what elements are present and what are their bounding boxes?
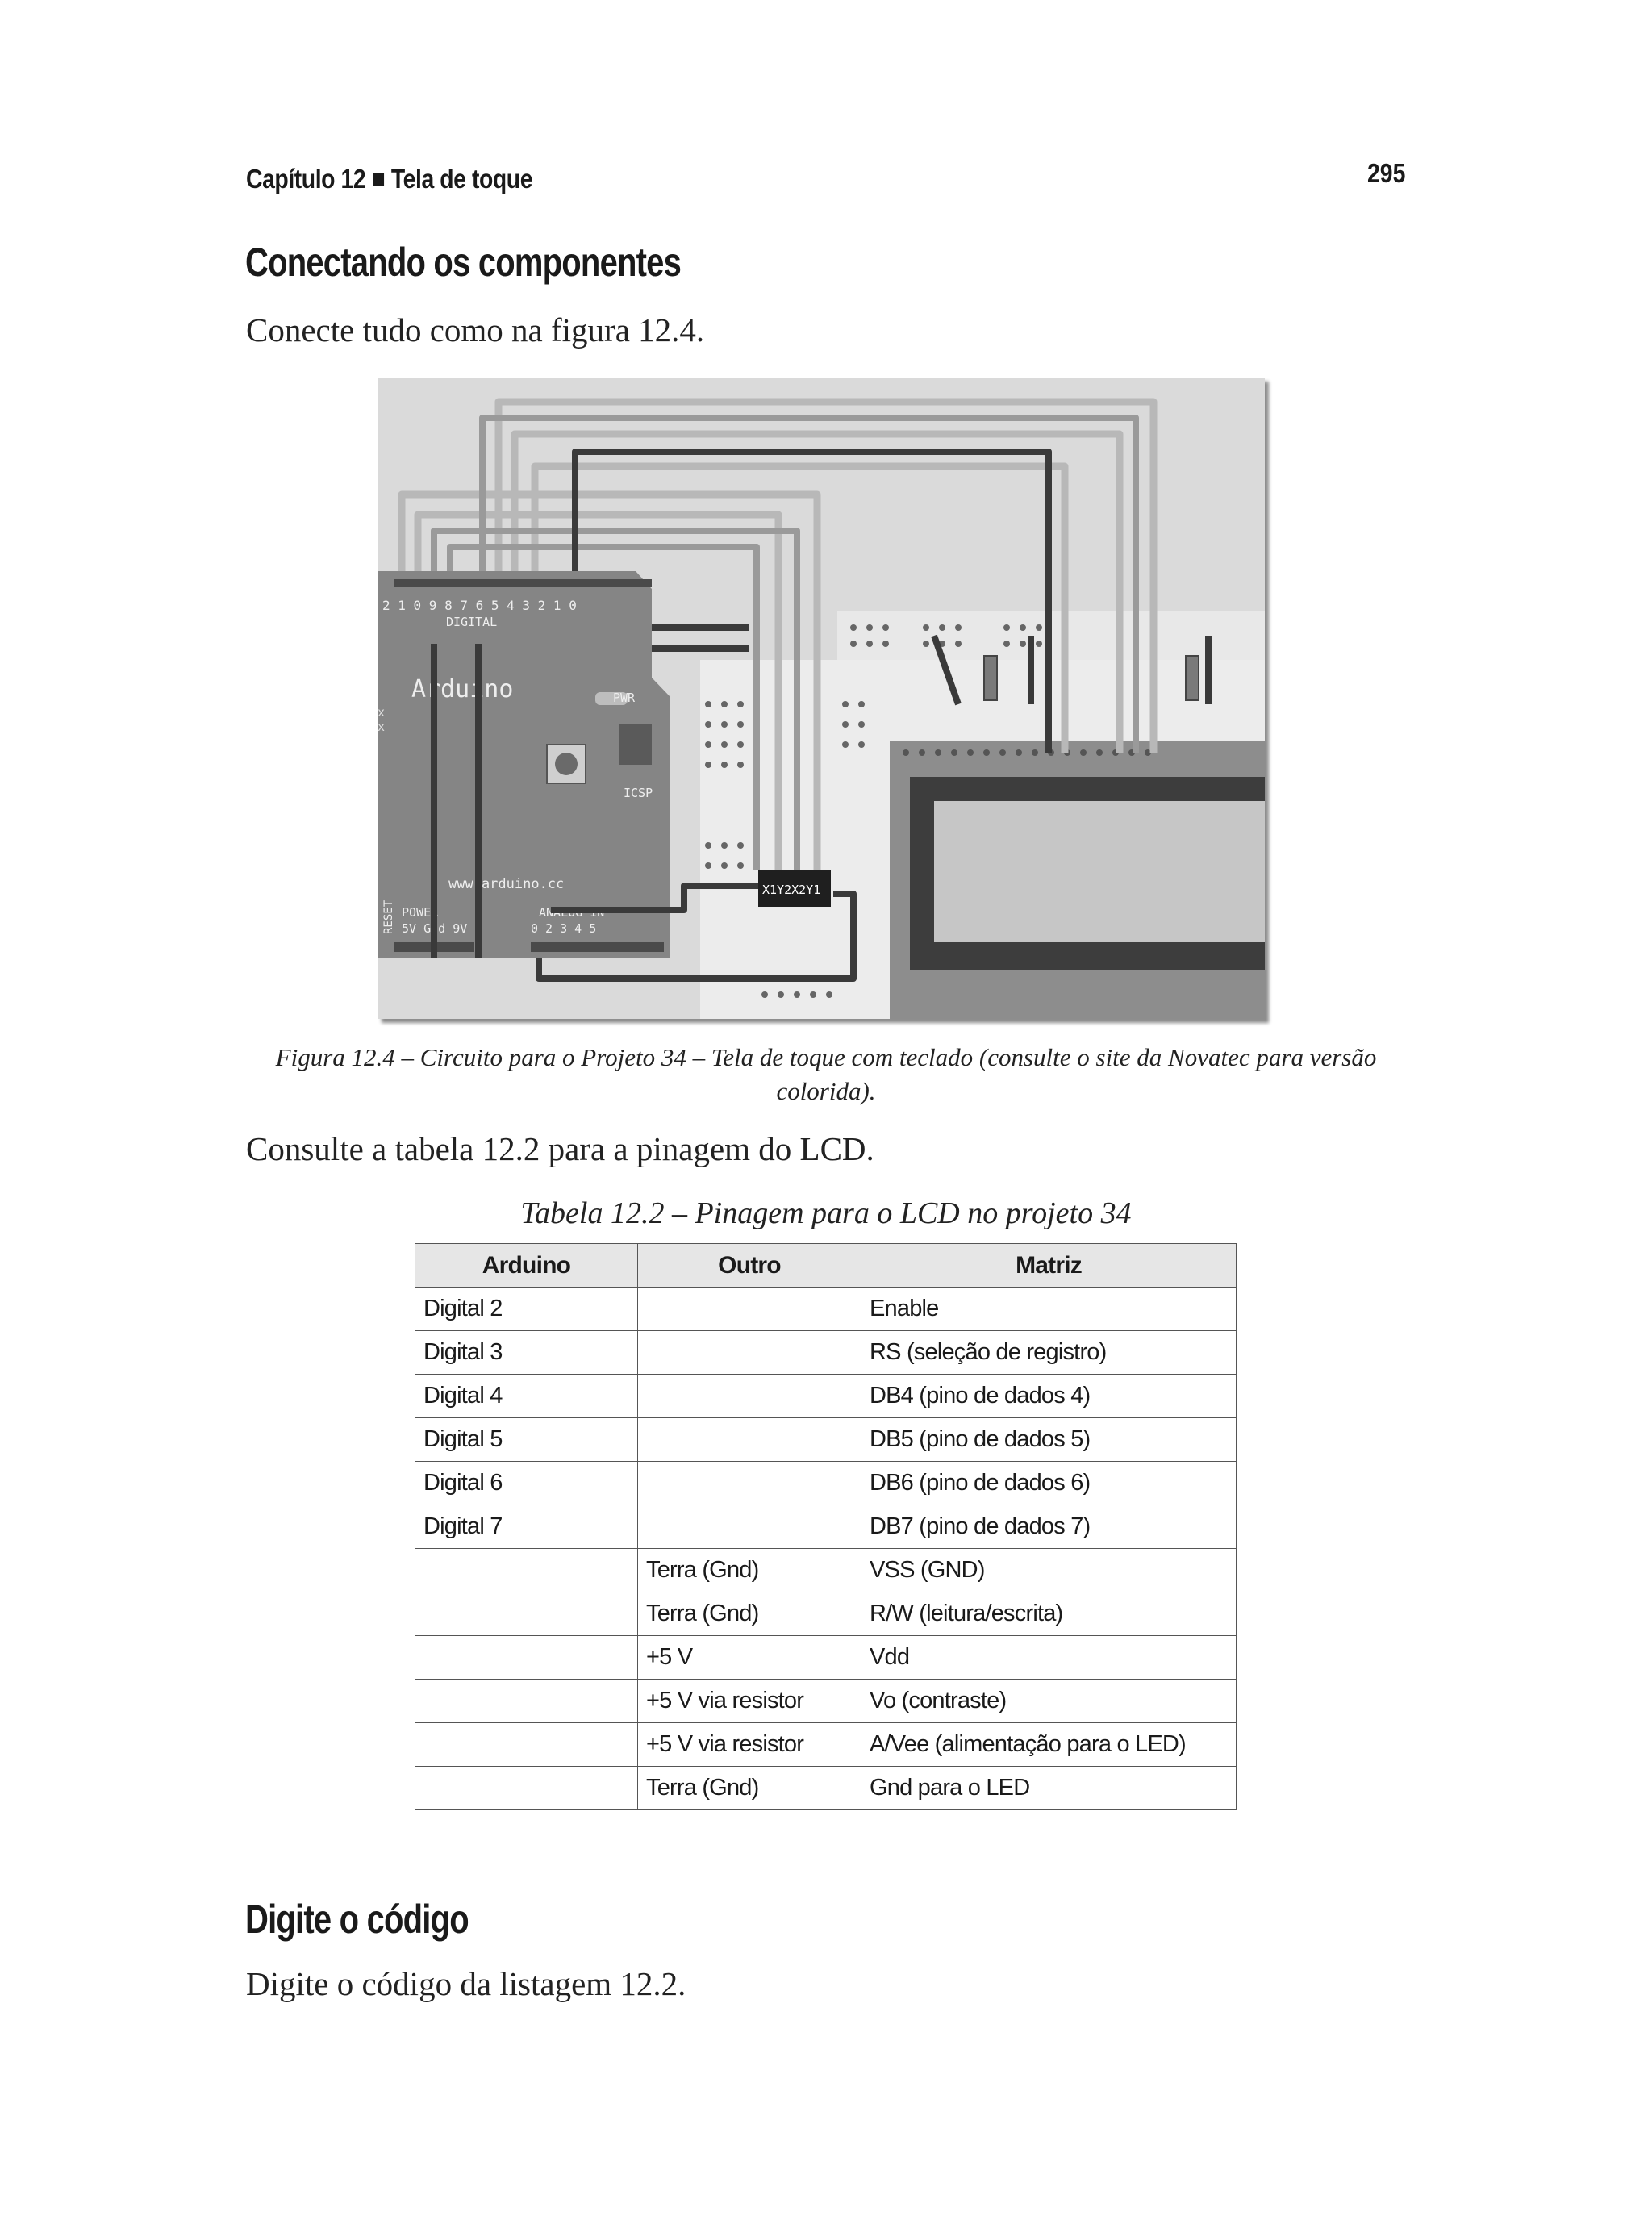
board-pwr-label: PWR <box>613 691 636 705</box>
code-intro-paragraph: Digite o código da listagem 12.2. <box>246 1965 686 2002</box>
column-header: Matriz <box>861 1244 1237 1288</box>
lcd-pinout-table <box>415 1243 1237 1810</box>
table-reference-paragraph: Consulte a tabela 12.2 para a pinagem do LCD. <box>246 1130 874 1167</box>
table-cell: VSS (GND) <box>861 1549 1237 1592</box>
board-power-label: POWER <box>402 905 439 920</box>
table-cell: Digital 6 <box>415 1462 638 1505</box>
table-cell: Digital 2 <box>415 1288 638 1331</box>
table-cell: Digital 7 <box>415 1505 638 1549</box>
chip-label: X1Y2X2Y1 <box>762 883 821 897</box>
table-cell: Vdd <box>861 1636 1237 1680</box>
figure-caption: Figura 12.4 – Circuito para o Projeto 34 – Tela de toque com teclado (consulte o site da Novatec para versão colorida). <box>275 1043 1377 1105</box>
table-cell: R/W (leitura/escrita) <box>861 1592 1237 1636</box>
table-cell: +5 V <box>638 1636 861 1680</box>
table-cell <box>415 1723 638 1767</box>
column-header: Outro <box>638 1244 861 1288</box>
table-cell: Enable <box>861 1288 1237 1331</box>
table-cell: DB6 (pino de dados 6) <box>861 1462 1237 1505</box>
circuit-figure <box>378 378 1265 1019</box>
board-name: Arduino <box>411 675 514 703</box>
table-cell <box>415 1767 638 1810</box>
board-power-pins: 5V Gnd 9V <box>402 921 468 936</box>
running-head: Capítulo 12 ■ Tela de toque <box>246 164 533 194</box>
resistor-1 <box>984 656 997 700</box>
table-cell: Vo (contraste) <box>861 1680 1237 1723</box>
table-cell <box>638 1418 861 1462</box>
table-row <box>415 1723 1237 1767</box>
table-cell: Digital 4 <box>415 1375 638 1418</box>
table-cell: Digital 5 <box>415 1418 638 1462</box>
table-cell: DB7 (pino de dados 7) <box>861 1505 1237 1549</box>
section-title-code: Digite o código <box>245 1897 469 1942</box>
table-cell <box>638 1375 861 1418</box>
section-title-connecting: Conectando os componentes <box>245 240 682 285</box>
table-row <box>415 1462 1237 1505</box>
board-url: www.arduino.cc <box>448 876 565 892</box>
board-digital-label: DIGITAL <box>446 615 498 629</box>
table-cell: RS (seleção de registro) <box>861 1331 1237 1375</box>
table-row <box>415 1331 1237 1375</box>
table-header-row <box>415 1244 1237 1288</box>
table-cell <box>415 1549 638 1592</box>
svg-text:x: x <box>378 705 386 720</box>
resistor-2 <box>1186 656 1199 700</box>
table-cell: DB4 (pino de dados 4) <box>861 1375 1237 1418</box>
table-cell: Terra (Gnd) <box>638 1592 861 1636</box>
board-pin-labels: 2 1 0 9 8 7 6 5 4 3 2 1 0 <box>382 598 577 613</box>
table-row <box>415 1505 1237 1549</box>
page-number: 295 <box>1367 158 1406 188</box>
table-row <box>415 1288 1237 1331</box>
table-row <box>415 1680 1237 1723</box>
table-cell: +5 V via resistor <box>638 1680 861 1723</box>
table-cell: Terra (Gnd) <box>638 1767 861 1810</box>
table-cell: Digital 3 <box>415 1331 638 1375</box>
table-row <box>415 1549 1237 1592</box>
column-header: Arduino <box>415 1244 638 1288</box>
table-cell <box>638 1462 861 1505</box>
board-icsp-label: ICSP <box>624 786 653 800</box>
table-title: Tabela 12.2 – Pinagem para o LCD no projeto 34 <box>520 1196 1132 1230</box>
table-row <box>415 1592 1237 1636</box>
intro-paragraph: Conecte tudo como na figura 12.4. <box>246 311 705 349</box>
table-cell <box>638 1331 861 1375</box>
board-reset-label: RESET <box>382 899 395 934</box>
table-cell <box>415 1680 638 1723</box>
table-row <box>415 1375 1237 1418</box>
board-analog-pins: 0 2 3 4 5 <box>531 921 597 936</box>
table-cell: Gnd para o LED <box>861 1767 1237 1810</box>
table-cell <box>638 1505 861 1549</box>
board-analog-label: ANALOG IN <box>539 905 605 920</box>
table-cell <box>638 1288 861 1331</box>
table-cell <box>415 1636 638 1680</box>
table-row <box>415 1636 1237 1680</box>
table-row <box>415 1767 1237 1810</box>
table-cell: Terra (Gnd) <box>638 1549 861 1592</box>
table-row <box>415 1418 1237 1462</box>
table-cell: +5 V via resistor <box>638 1723 861 1767</box>
table-cell <box>415 1592 638 1636</box>
table-cell: DB5 (pino de dados 5) <box>861 1418 1237 1462</box>
svg-text:x: x <box>378 720 386 734</box>
table-cell: A/Vee (alimentação para o LED) <box>861 1723 1237 1767</box>
